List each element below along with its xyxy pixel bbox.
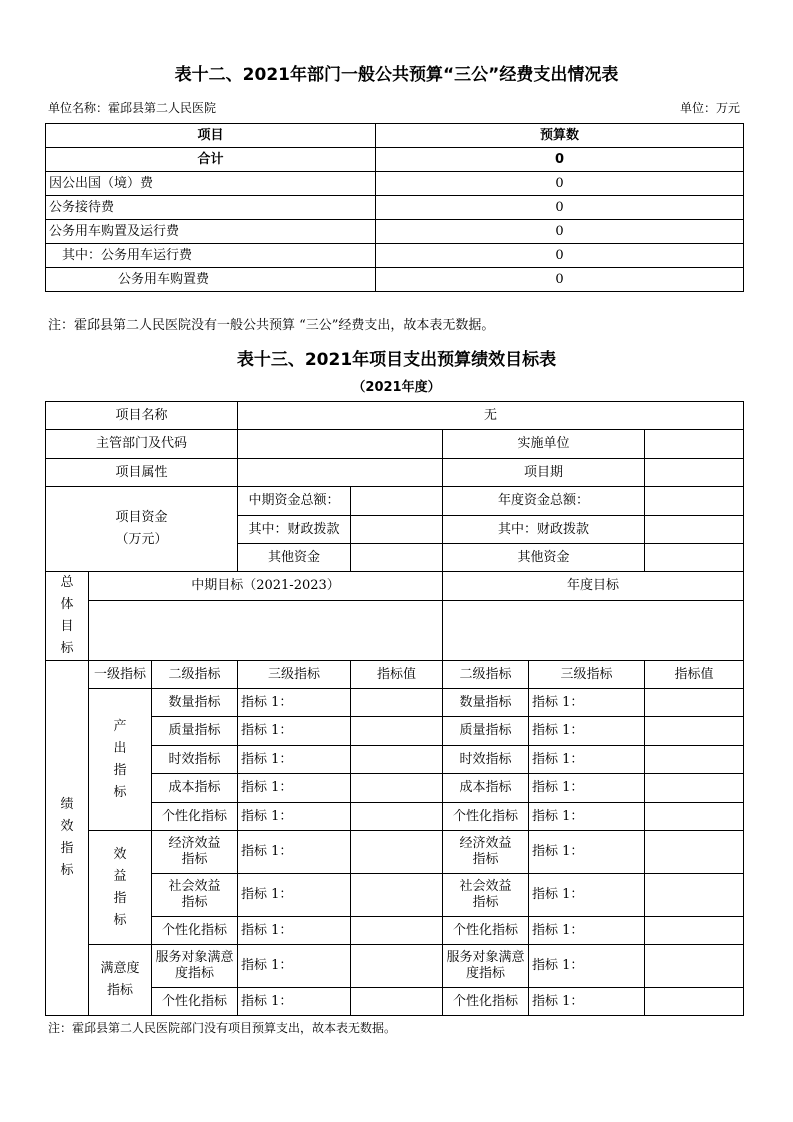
lvl2-cell-annual: 社会效益指标 (443, 874, 529, 917)
val-cell (351, 689, 443, 717)
row-label: 其中：公务用车运行费 (46, 244, 376, 268)
lvl3-cell: 指标 1： (238, 746, 351, 774)
lvl3-cell: 指标 1： (238, 945, 351, 988)
val-cell (351, 874, 443, 917)
dept-label: 主管部门及代码 (46, 430, 238, 459)
lvl2-cell: 服务对象满意度指标 (152, 945, 238, 988)
lvl2-cell-annual: 质量指标 (443, 717, 529, 746)
row-value: 0 (376, 172, 744, 196)
annual-total-label: 年度资金总额： (443, 487, 645, 516)
lvl2-cell-annual: 服务对象满意度指标 (443, 945, 529, 988)
lvl3-cell: 指标 1： (238, 803, 351, 831)
lvl2-cell: 社会效益指标 (152, 874, 238, 917)
attr-label: 项目属性 (46, 459, 238, 487)
satisfaction-indicator-label: 满意度指标 (89, 945, 152, 1016)
header-item: 项目 (46, 124, 376, 148)
lvl1-header: 一级指标 (89, 661, 152, 689)
row-value: 0 (376, 220, 744, 244)
lvl2-header: 二级指标 (152, 661, 238, 689)
lvl3-cell: 指标 1： (238, 689, 351, 717)
annual-total-value (645, 487, 744, 516)
lvl2-cell: 个性化指标 (152, 917, 238, 945)
unit-name: 单位名称：霍邱县第二人民医院 (48, 101, 217, 115)
lvl3-cell: 指标 1： (238, 774, 351, 803)
lvl3-cell-annual: 指标 1： (529, 831, 645, 874)
val-header-annual: 指标值 (645, 661, 744, 689)
dept-value (238, 430, 443, 459)
val-cell (351, 774, 443, 803)
perf-indicator-label: 绩效指标 (46, 661, 89, 1016)
lvl3-cell: 指标 1： (238, 874, 351, 917)
lvl3-cell-annual: 指标 1： (529, 803, 645, 831)
overall-goal-label: 总体目标 (46, 572, 89, 661)
table13-subtitle: （2021年度） (352, 380, 441, 395)
mid-total-value (351, 487, 443, 516)
lvl2-cell-annual: 个性化指标 (443, 917, 529, 945)
impl-unit-label: 实施单位 (443, 430, 645, 459)
annual-goal-value (443, 600, 744, 660)
val-cell-annual (645, 717, 744, 746)
table12-title: 表十二、2021年部门一般公共预算“三公”经费支出情况表 (174, 65, 619, 85)
val-cell-annual (645, 945, 744, 988)
lvl3-cell-annual: 指标 1： (529, 917, 645, 945)
fiscal-label: 其中：财政拨款 (238, 516, 351, 544)
row-total-value: 0 (376, 148, 744, 172)
row-label: 因公出国（境）费 (46, 172, 376, 196)
mid-total-label: 中期资金总额： (238, 487, 351, 516)
lvl2-cell: 经济效益指标 (152, 831, 238, 874)
performance-table (45, 401, 744, 1016)
attr-value (238, 459, 443, 487)
table12-note: 注：霍邱县第二人民医院没有一般公共预算 “三公”经费支出，故本表无数据。 (48, 318, 495, 333)
lvl3-cell-annual: 指标 1： (529, 774, 645, 803)
fiscal-value (351, 516, 443, 544)
table13-title: 表十三、2021年项目支出预算绩效目标表 (236, 350, 557, 370)
funds-unit: （万元） (115, 532, 168, 547)
annual-goal-header: 年度目标 (443, 572, 744, 601)
lvl2-cell: 数量指标 (152, 689, 238, 717)
val-cell-annual (645, 988, 744, 1016)
lvl3-cell: 指标 1： (238, 717, 351, 746)
row-label: 公务接待费 (46, 196, 376, 220)
val-cell (351, 831, 443, 874)
output-indicator-label: 产出指标 (89, 689, 152, 831)
other-value-annual (645, 544, 744, 572)
table13-note: 注：霍邱县第二人民医院部门没有项目预算支出，故本表无数据。 (48, 1021, 397, 1035)
lvl2-cell-annual: 经济效益指标 (443, 831, 529, 874)
lvl2-cell-annual: 成本指标 (443, 774, 529, 803)
row-label: 公务用车购置费 (46, 268, 376, 292)
lvl3-cell: 指标 1： (238, 917, 351, 945)
val-cell-annual (645, 831, 744, 874)
fiscal-value-annual (645, 516, 744, 544)
val-cell (351, 988, 443, 1016)
val-cell-annual (645, 803, 744, 831)
three-public-table (45, 123, 744, 292)
funds-label-text: 项目资金 (115, 510, 168, 525)
lvl3-cell: 指标 1： (238, 988, 351, 1016)
row-value: 0 (376, 196, 744, 220)
header-budget: 预算数 (376, 124, 744, 148)
val-cell-annual (645, 774, 744, 803)
benefit-indicator-label: 效益指标 (89, 831, 152, 945)
lvl3-header: 三级指标 (238, 661, 351, 689)
lvl2-cell-annual: 时效指标 (443, 746, 529, 774)
lvl2-cell: 个性化指标 (152, 803, 238, 831)
lvl2-cell-annual: 个性化指标 (443, 803, 529, 831)
val-cell (351, 803, 443, 831)
row-label: 公务用车购置及运行费 (46, 220, 376, 244)
val-cell-annual (645, 874, 744, 917)
val-cell (351, 945, 443, 988)
val-cell-annual (645, 746, 744, 774)
impl-unit-value (645, 430, 744, 459)
val-cell (351, 917, 443, 945)
lvl2-header-annual: 二级指标 (443, 661, 529, 689)
lvl3-cell-annual: 指标 1： (529, 689, 645, 717)
val-header: 指标值 (351, 661, 443, 689)
lvl3-cell-annual: 指标 1： (529, 988, 645, 1016)
lvl3-cell-annual: 指标 1： (529, 717, 645, 746)
mid-goal-header: 中期目标（2021-2023） (89, 572, 443, 601)
lvl3-cell: 指标 1： (238, 831, 351, 874)
lvl3-header-annual: 三级指标 (529, 661, 645, 689)
project-name-value: 无 (238, 402, 744, 430)
lvl3-cell-annual: 指标 1： (529, 874, 645, 917)
lvl2-cell: 个性化指标 (152, 988, 238, 1016)
period-label: 项目期 (443, 459, 645, 487)
other-value (351, 544, 443, 572)
lvl2-cell: 质量指标 (152, 717, 238, 746)
lvl3-cell-annual: 指标 1： (529, 746, 645, 774)
other-label-annual: 其他资金 (443, 544, 645, 572)
lvl2-cell: 时效指标 (152, 746, 238, 774)
row-value: 0 (376, 268, 744, 292)
lvl2-cell-annual: 数量指标 (443, 689, 529, 717)
project-name-label: 项目名称 (46, 402, 238, 430)
mid-goal-value (89, 600, 443, 660)
other-label: 其他资金 (238, 544, 351, 572)
val-cell-annual (645, 689, 744, 717)
period-value (645, 459, 744, 487)
fiscal-label-annual: 其中：财政拨款 (443, 516, 645, 544)
val-cell (351, 717, 443, 746)
row-value: 0 (376, 244, 744, 268)
funds-label (46, 487, 238, 572)
unit-label: 单位：万元 (680, 101, 741, 115)
lvl2-cell: 成本指标 (152, 774, 238, 803)
val-cell-annual (645, 917, 744, 945)
lvl2-cell-annual: 个性化指标 (443, 988, 529, 1016)
val-cell (351, 746, 443, 774)
lvl3-cell-annual: 指标 1： (529, 945, 645, 988)
row-total-label: 合计 (46, 148, 376, 172)
